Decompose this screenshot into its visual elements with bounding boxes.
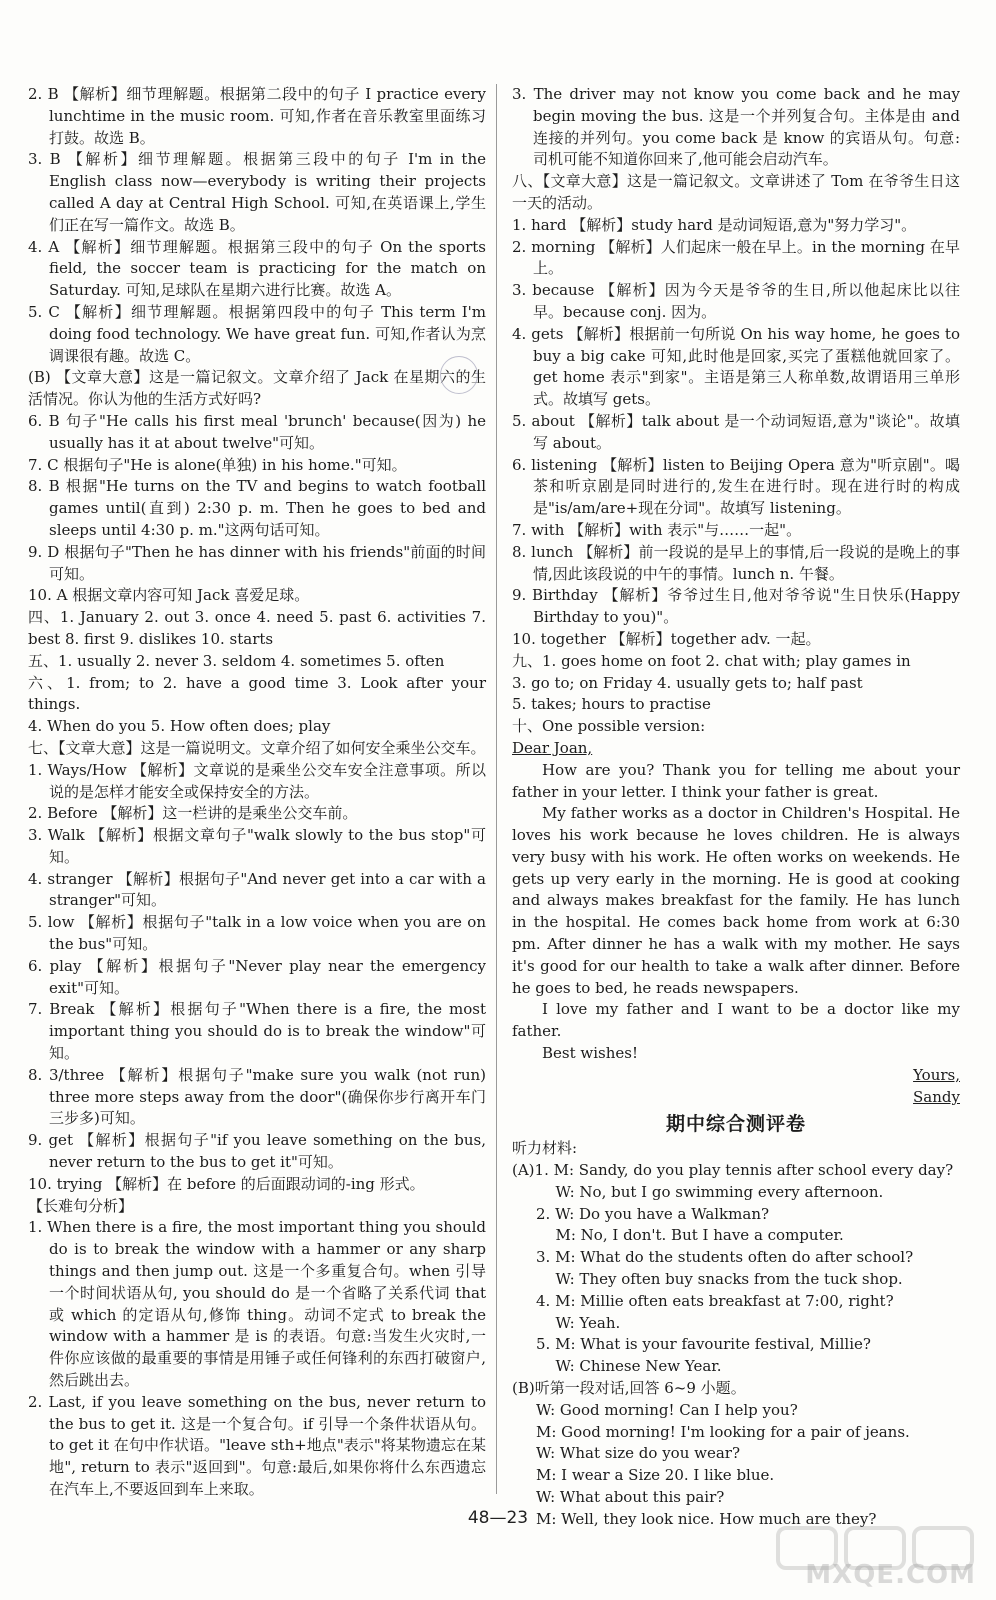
text-paragraph: 5. about 【解析】talk about 是一个动词短语,意为"谈论"。故填写 about。 — [512, 411, 960, 452]
section-title: 期中综合测评卷 — [665, 1113, 806, 1136]
text-paragraph: 1. hard 【解析】study hard 是动词短语,意为"努力学习"。 — [512, 215, 917, 234]
text-paragraph: (B)听第一段对话,回答 6~9 小题。 — [512, 1379, 746, 1398]
text-paragraph: Yours, — [913, 1065, 960, 1084]
text-paragraph: 【长难句分析】 — [28, 1196, 134, 1215]
text-paragraph: I love my father and I want to be a doctor like my father. — [512, 1000, 960, 1041]
left-column — [28, 84, 486, 1501]
text-paragraph: 7. Break 【解析】根据句子"When there is a fire, the most important thing you should do is to break the window"可知。 — [28, 1000, 486, 1063]
text-paragraph: 5. low 【解析】根据句子"talk in a low voice when you are on the bus"可知。 — [28, 913, 486, 954]
text-paragraph: 3. go to; on Friday 4. usually gets to; half past — [512, 673, 863, 692]
text-paragraph: M: I wear a Size 20. I like blue. — [536, 1466, 775, 1485]
text-paragraph: 5. M: What is your favourite festival, Millie? — [536, 1335, 871, 1354]
text-paragraph: 九、1. goes home on foot 2. chat with; play games in — [512, 651, 911, 670]
text-paragraph: 十、One possible version: — [512, 717, 706, 736]
text-paragraph: 9. get 【解析】根据句子"if you leave something on the bus, never return to the bus to get it"可知。 — [28, 1131, 486, 1172]
text-paragraph: (B) 【文章大意】这是一篇记叙文。文章介绍了 Jack 在星期六的生活情况。你认为他的生活方式好吗? — [28, 368, 486, 409]
text-paragraph: 8. B 根据"He turns on the TV and begins to watch football games until(直到) 2:30 p. m. Then he goes to bed and sleeps until 4:30 p. m."这两句话可知。 — [28, 477, 486, 539]
text-paragraph: (A)1. M: Sandy, do you play tennis after school every day? — [512, 1161, 954, 1180]
watermark-text: MXQE.COM — [805, 1560, 976, 1590]
text-paragraph: 听力材料: — [512, 1139, 578, 1158]
text-paragraph: 9. Birthday 【解析】爷爷过生日,他对爷爷说"生日快乐(Happy Birthday to you)"。 — [512, 586, 960, 627]
text-paragraph: W: They often buy snacks from the tuck shop. — [555, 1270, 903, 1289]
text-paragraph: 3. The driver may not know you come back and he may begin moving the bus. 这是一个并列复合句。主体是由 and 连接的并列句。you come back 是 know 的宾语从句。句意:司机可能不知道你回来了,他可能会启动汽车。 — [512, 85, 960, 169]
text-paragraph: 3. M: What do the students often do after school? — [536, 1248, 914, 1267]
stamp-icon — [440, 356, 478, 394]
text-paragraph: 4. stranger 【解析】根据句子"And never get into a car with a stranger"可知。 — [28, 869, 486, 910]
text-paragraph: 9. D 根据句子"Then he has dinner with his friends"前面的时间可知。 — [28, 542, 486, 583]
text-paragraph: W: What size do you wear? — [536, 1444, 741, 1463]
text-paragraph: 10. A 根据文章内容可知 Jack 喜爱足球。 — [28, 586, 310, 605]
text-paragraph: 6. B 句子"He calls his first meal 'brunch' because(因为) he usually has it at about twelve"可知。 — [28, 411, 486, 452]
text-paragraph: Sandy — [913, 1087, 960, 1106]
text-paragraph: 6. listening 【解析】listen to Beijing Opera 意为"听京剧"。喝茶和听京剧是同时进行的,发生在进行时。现在进行时的构成是"is/am/are+现在分词"。故填写 listening。 — [512, 455, 960, 518]
text-paragraph: 1. Ways/How 【解析】文章说的是乘坐公交车安全注意事项。所以说的是怎样才能安全或保持安全的方法。 — [28, 760, 486, 801]
text-paragraph: 2. morning 【解析】人们起床一般在早上。in the morning 在早上。 — [512, 237, 960, 278]
text-paragraph: 5. takes; hours to practise — [512, 695, 711, 714]
text-paragraph: 4. gets 【解析】根据前一句所说 On his way home, he goes to buy a big cake 可知,此时他是回家,买完了蛋糕他就回家了。get home 表示"到家"。主语是第三人称单数,故谓语用三单形式。故填写 gets。 — [512, 324, 960, 409]
right-column — [512, 84, 960, 1531]
text-paragraph: 7. C 根据句子"He is alone(单独) in his home."可知。 — [28, 455, 407, 474]
text-paragraph: W: Good morning! Can I help you? — [536, 1400, 798, 1419]
text-paragraph: 4. When do you 5. How often does; play — [28, 717, 331, 736]
text-paragraph: 1. When there is a fire, the most important thing you should do is to break the window with a hammer or any sharp things and then jump out. 这是一个多重复合句。when 引导一个时间状语从句, you should do 是一个省略了关系代词 that 或 which 的定语从句,修饰 thing。动词不定式 to break the window with a hammer 是 is 的表语。句意:当发生火灾时,一件你应该做的最重要的事情是用锤子或任何锋利的东西打破窗户,然后跳出去。 — [28, 1218, 487, 1390]
text-paragraph: 2. Last, if you leave something on the bus, never return to the bus to get it. 这是一个复合句。if 引导一个条件状语从句。to get it 在句中作状语。"leave sth+地点"表示"将某物遗忘在某地", return to 表示"返回到"。句意:最后,如果你将什么东西遗忘在汽车上,不要返回到车上来取。 — [28, 1392, 486, 1498]
text-paragraph: 八、【文章大意】这是一篇记叙文。文章讲述了 Tom 在爷爷生日这一天的活动。 — [512, 172, 960, 212]
text-paragraph: 2. B 【解析】细节理解题。根据第二段中的句子 I practice every lunchtime in the music room. 可知,作者在音乐教室里面练习打鼓。故选 B。 — [28, 85, 486, 147]
text-paragraph: 四、1. January 2. out 3. once 4. need 5. past 6. activities 7. best 8. first 9. dislikes 10. starts — [28, 608, 486, 648]
page-number: 48—23 — [467, 1508, 529, 1528]
text-paragraph: 七、【文章大意】这是一篇说明文。文章介绍了如何安全乘坐公交车。 — [28, 738, 486, 757]
text-paragraph: W: What about this pair? — [536, 1488, 725, 1506]
text-paragraph: M: Good morning! I'm looking for a pair of jeans. — [536, 1422, 910, 1441]
text-paragraph: 五、1. usually 2. never 3. seldom 4. sometimes 5. often — [28, 651, 445, 670]
text-paragraph: 2. Before 【解析】这一栏讲的是乘坐公交车前。 — [28, 804, 358, 823]
text-paragraph: 3. B 【解析】细节理解题。根据第三段中的句子 I'm in the English class now—everybody is writing their projects called A day at Central High School. 可知,在英语课上,学生们正在写一篇作文。故选 B。 — [28, 150, 486, 234]
text-paragraph: 3. because 【解析】因为今天是爷爷的生日,所以他起床比以往早。because conj. 因为。 — [512, 281, 960, 321]
text-paragraph: 8. lunch 【解析】前一段说的是早上的事情,后一段说的是晚上的事情,因此该段说的中午的事情。lunch n. 午餐。 — [512, 542, 960, 583]
text-paragraph: 4. M: Millie often eats breakfast at 7:00, right? — [536, 1291, 894, 1310]
text-paragraph: 4. A 【解析】细节理解题。根据第三段中的句子 On the sports field, the soccer team is practicing for the match on Saturday. 可知,足球队在星期六进行比赛。故选 A。 — [28, 237, 486, 300]
text-paragraph: 10. together 【解析】together adv. 一起。 — [512, 629, 821, 648]
text-paragraph: W: Yeah. — [555, 1313, 621, 1332]
text-paragraph: How are you? Thank you for telling me about your father in your letter. I think your father is great. — [512, 760, 960, 801]
text-paragraph: 六、1. from; to 2. have a good time 3. Look after your things. — [28, 673, 486, 714]
text-paragraph: W: No, but I go swimming every afternoon. — [555, 1182, 884, 1201]
text-paragraph: M: No, I don't. But I have a computer. — [555, 1226, 844, 1245]
text-paragraph: 8. 3/three 【解析】根据句子"make sure you walk (not run) three more steps away from the door"(确保你步行离开车门三步多)可知。 — [28, 1065, 486, 1128]
text-paragraph: 7. with 【解析】with 表示"与……一起"。 — [512, 520, 802, 539]
text-paragraph: 5. C 【解析】细节理解题。根据第四段中的句子 This term I'm doing food technology. We have great fun. 可知,作者认为烹调课很有趣。故选 C。 — [28, 302, 486, 365]
text-paragraph: M: Well, they look nice. How much are they? — [536, 1509, 877, 1528]
text-paragraph: My father works as a doctor in Children's Hospital. He loves his work because he loves children. He is always very busy with his work. He often works on weekends. He gets up very early in the morning. He is good at cooking and always makes breakfast for the family. He has lunch in the hospital. He comes back home from work at 6:30 pm. After dinner he has a walk with my mother. He says it's good for our health to take a walk after dinner. Before he goes to bed, he reads newspapers. — [512, 804, 960, 997]
text-paragraph: 10. trying 【解析】在 before 的后面跟动词的-ing 形式。 — [28, 1174, 425, 1193]
text-paragraph: Best wishes! — [542, 1044, 638, 1063]
text-paragraph: 2. W: Do you have a Walkman? — [536, 1204, 770, 1223]
column-divider — [496, 84, 497, 1494]
text-paragraph: 3. Walk 【解析】根据文章句子"walk slowly to the bus stop"可知。 — [28, 826, 486, 866]
text-paragraph: 6. play 【解析】根据句子"Never play near the emergency exit"可知。 — [28, 956, 486, 997]
text-paragraph: W: Chinese New Year. — [555, 1357, 722, 1376]
text-paragraph: Dear Joan, — [512, 738, 593, 757]
